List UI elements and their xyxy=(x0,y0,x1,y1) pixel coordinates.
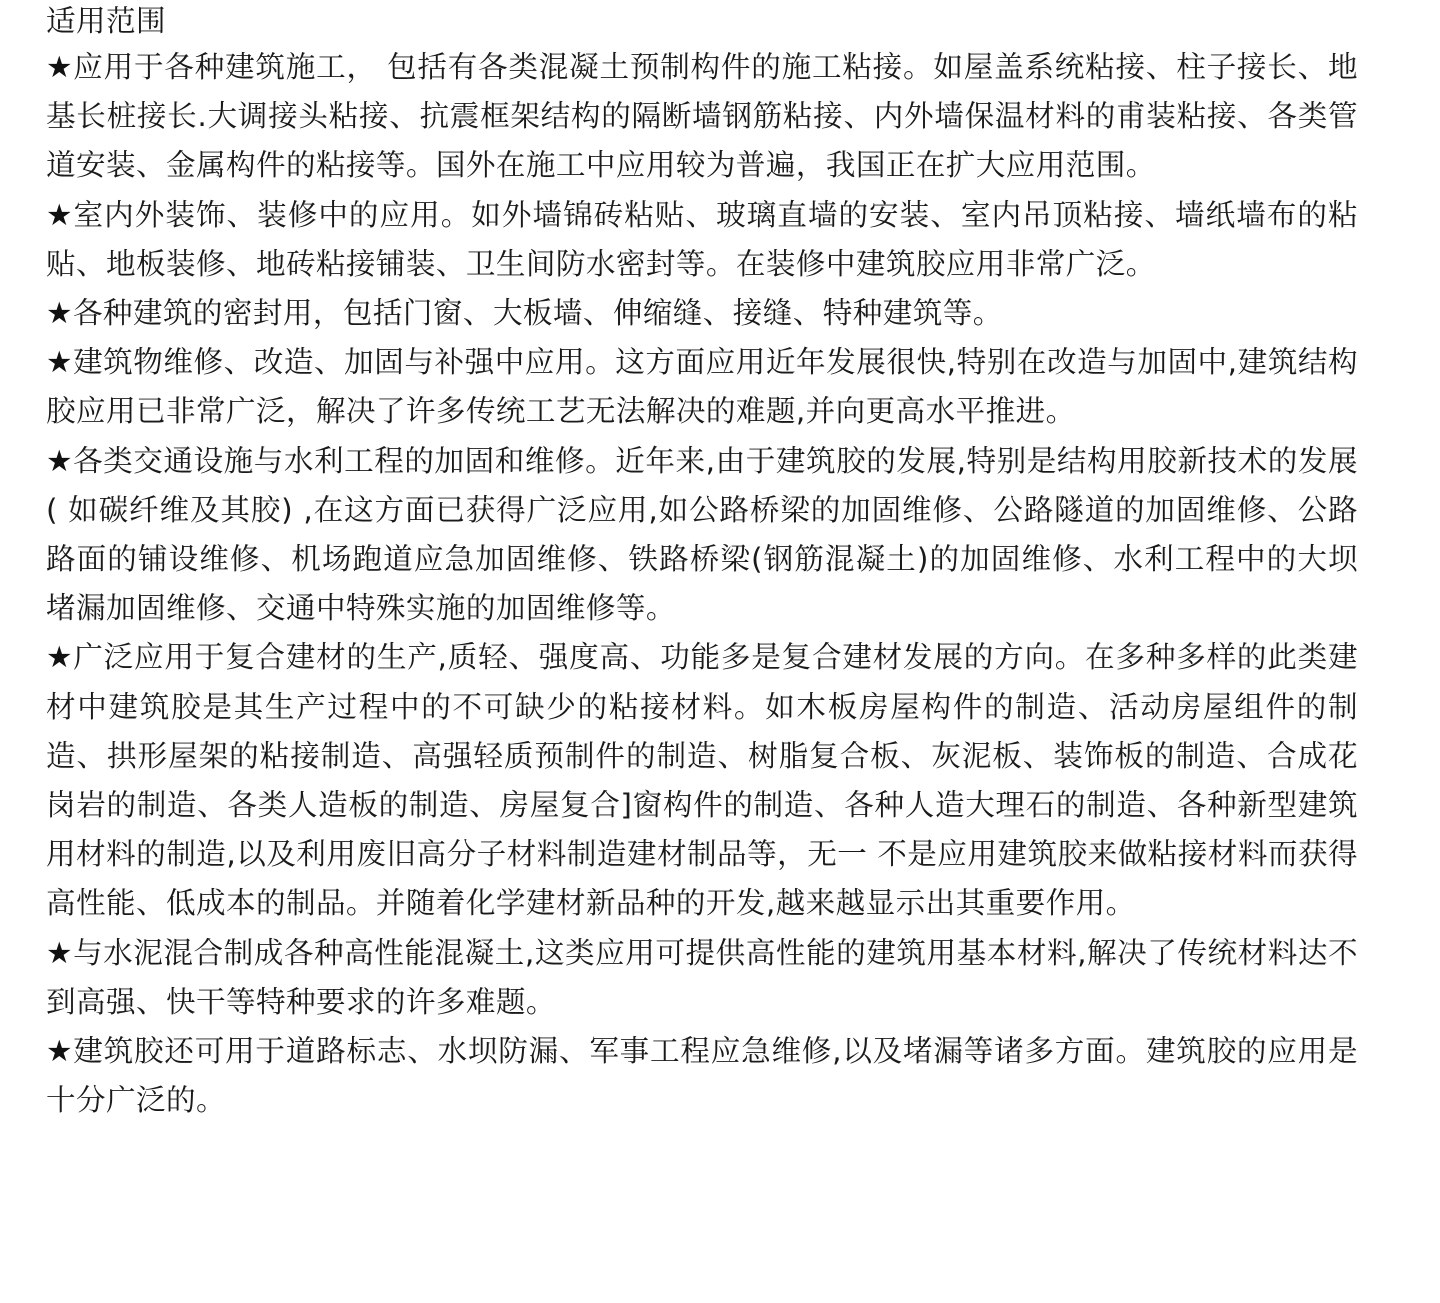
list-item-text: 建筑物维修、改造、加固与补强中应用。这方面应用近年发展很快,特别在改造与加固中,建筑结构胶应用已非常广泛，解决了许多传统工艺无法解决的难题,并向更高水平推进。 xyxy=(46,345,1358,429)
star-icon: ★ xyxy=(46,296,73,331)
list-item xyxy=(46,191,1358,289)
star-icon: ★ xyxy=(46,50,74,84)
list-item-text: 各种建筑的密封用，包括门窗、大板墙、伸缩缝、接缝、特种建筑等。 xyxy=(72,296,1003,331)
star-icon: ★ xyxy=(46,935,74,970)
list-item xyxy=(46,338,1358,436)
section-title: 适用范围 xyxy=(46,4,166,38)
star-icon: ★ xyxy=(46,345,74,380)
list-item xyxy=(46,1027,1358,1125)
list-item xyxy=(46,929,1358,1027)
list-item-text: 室内外装饰、装修中的应用。如外墙锦砖粘贴、玻璃直墙的安装、室内吊顶粘接、墙纸墙布的粘贴、地板装修、地砖粘接铺装、卫生间防水密封等。在装修中建筑胶应用非常广泛。 xyxy=(46,197,1358,281)
star-icon: ★ xyxy=(46,443,74,478)
star-icon: ★ xyxy=(46,1034,74,1069)
list-item-text: 与水泥混合制成各种高性能混凝土,这类应用可提供高性能的建筑用基本材料,解决了传统材料达不到高强、快干等特种要求的许多难题。 xyxy=(46,935,1358,1019)
list-item xyxy=(46,43,1358,191)
list-item xyxy=(46,289,1358,338)
star-icon: ★ xyxy=(46,640,74,675)
list-item-text: 广泛应用于复合建材的生产,质轻、强度高、功能多是复合建材发展的方向。在多种多样的此类建材中建筑胶是其生产过程中的不可缺少的粘接材料。如木板房屋构件的制造、活动房屋组件的制造、拱形屋架的粘接制造、高强轻质预制件的制造、树脂复合板、灰泥板、装饰板的制造、合成花岗岩的制造、各类人造板的制造、房屋复合]窗构件的制造、各种人造大理石的制造、各种新型建筑用材料的制造,以及利用废旧高分子材料制造建材制品等，无一 不是应用建筑胶来做粘接材料而获得高性能、低成本的制品。并随着化学建材新品种的开发,越来越显示出其重要作用。 xyxy=(46,640,1358,921)
list-item xyxy=(46,633,1358,928)
list-item-text: 建筑胶还可用于道路标志、水坝防漏、军事工程应急维修,以及堵漏等诸多方面。建筑胶的应用是十分广泛的。 xyxy=(46,1034,1358,1118)
star-icon: ★ xyxy=(46,197,74,232)
list-item-text: 各类交通设施与水利工程的加固和维修。近年来,由于建筑胶的发展,特别是结构用胶新技术的发展( 如碳纤维及其胶) ,在这方面已获得广泛应用,如公路桥梁的加固维修、公路隧道的加固维修、公路路面的铺设维修、机场跑道应急加固维修、铁路桥梁(钢筋混凝土)的加固维修、水利工程中的大坝堵漏加固维修、交通中特殊实施的加固维修等。 xyxy=(46,443,1358,626)
list-item xyxy=(46,437,1358,634)
list-item-text: 应用于各种建筑施工， 包括有各类混凝土预制构件的施工粘接。如屋盖系统粘接、柱子接长、地基长桩接长.大调接头粘接、抗震框架结构的隔断墙钢筋粘接、内外墙保温材料的甫装粘接、各类管道安装、金属构件的粘接等。国外在施工中应用较为普遍，我国正在扩大应用范围。 xyxy=(46,50,1358,183)
document-body xyxy=(46,0,1358,1125)
application-list xyxy=(46,43,1358,1125)
